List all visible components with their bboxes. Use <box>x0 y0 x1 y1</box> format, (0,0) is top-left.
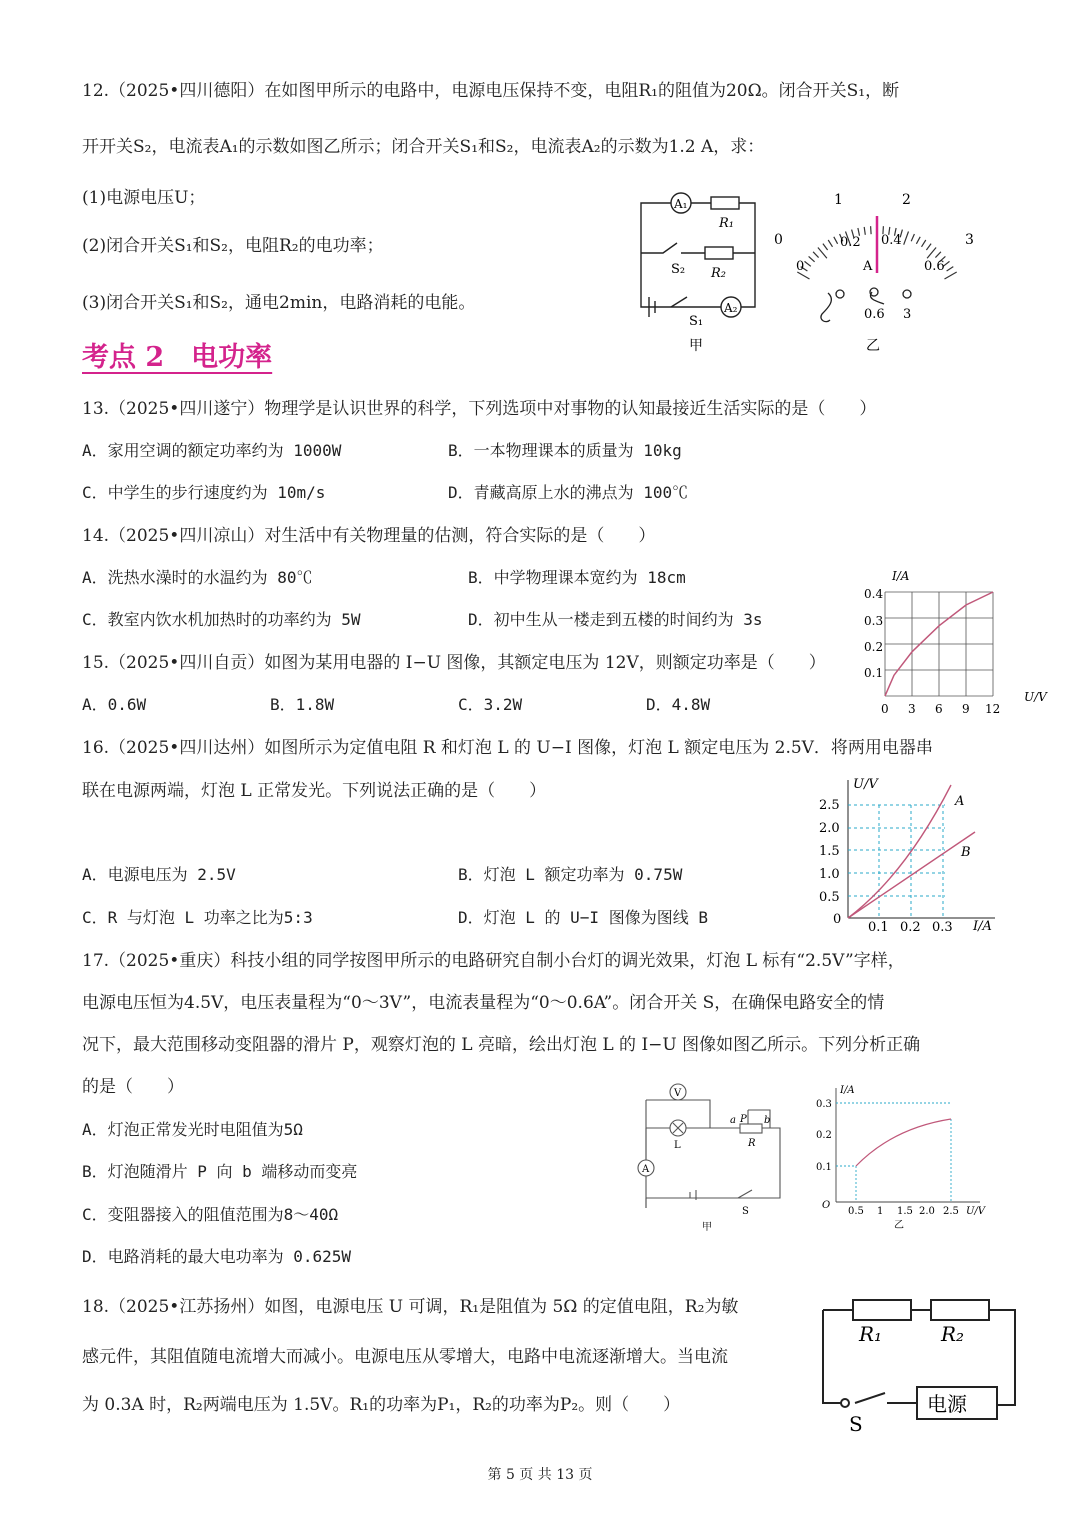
q14-stem: 14.（2025•四川凉山）对生活中有关物理量的估测，符合实际的是（ ） <box>82 526 656 546</box>
q17-option-a: A．灯泡正常发光时电阻值为5Ω <box>82 1120 303 1139</box>
q13-stem: 13.（2025•四川遂宁）物理学是认识世界的科学，下列选项中对事物的认知最接近生活实际的是（ ） <box>82 399 877 419</box>
q17-circuit-figure <box>630 1080 795 1235</box>
q16-ylabel: U/V <box>853 777 878 792</box>
q17-a-label: A <box>642 1164 650 1175</box>
q16-y-tick: 2.0 <box>819 821 840 836</box>
q12-sub1: (1)电源电压U； <box>82 188 206 208</box>
q17-jia-caption: 甲 <box>702 1222 712 1233</box>
q12-line2: 开开关S₂，电流表A₁的示数如图乙所示；闭合开关S₁和S₂，电流表A₂的示数为1.2 A，求： <box>82 137 765 157</box>
q16-ui-graph <box>815 770 1015 940</box>
q18-circuit-figure <box>815 1295 1030 1445</box>
q12-r2-label: R₂ <box>711 266 726 281</box>
q16-y-tick: 1.0 <box>819 867 840 882</box>
q14-option-d: D．初中生从一楼走到五楼的时间约为 3s <box>468 610 763 629</box>
q16-option-b: B．灯泡 L 额定功率为 0.75W <box>458 865 683 884</box>
q16-y-tick: 0.5 <box>819 890 840 905</box>
q12-ammeter-dial <box>770 188 985 358</box>
q12-sub2: (2)闭合开关S₁和S₂，电阻R₂的电功率； <box>82 236 384 256</box>
q16-line-b <box>848 832 975 918</box>
dial-tick <box>871 226 872 234</box>
q16-label-a: A <box>955 794 965 809</box>
q12-dial-unit: A <box>863 259 873 274</box>
q15-y-tick: 0.4 <box>864 587 884 601</box>
dial-tick <box>916 237 920 244</box>
dial-tick <box>947 267 954 271</box>
q16-y-tick: 0 <box>833 912 842 927</box>
q17-y-tick: 0.2 <box>816 1130 832 1141</box>
q12-r1-label: R₁ <box>719 216 734 231</box>
q13-option-a: A．家用空调的额定功率约为 1000W <box>82 441 342 460</box>
q17-s-label: S <box>742 1206 749 1217</box>
q17-line2: 电源电压恒为4.5V，电压表量程为“0～3V”，电流表量程为“0～0.6A”。闭合开关 S，在确保电路安全的情 <box>82 993 885 1013</box>
q17-x-tick: 1.5 <box>897 1206 913 1217</box>
q17-x-tick: 2.5 <box>943 1206 959 1217</box>
dial-tick <box>927 248 936 259</box>
q18-s-label: S <box>849 1412 863 1436</box>
q17-line4: 的是（ ） <box>82 1077 184 1097</box>
dial-tick <box>935 252 941 258</box>
q12-s2-label: S₂ <box>671 262 686 277</box>
q13-option-c: C．中学生的步行速度约为 10m/s <box>82 483 326 502</box>
q16-line-a <box>848 785 951 918</box>
q12-a2-label: A₂ <box>724 301 738 315</box>
q18-r2-label: R₂ <box>941 1322 965 1346</box>
q17-xlabel: U/V <box>966 1206 986 1217</box>
q16-y-tick: 1.5 <box>819 844 840 859</box>
q13-option-d: D．青藏高原上水的沸点为 100℃ <box>448 483 689 502</box>
q17-line1: 17.（2025•重庆）科技小组的同学按图甲所示的电路研究自制小台灯的调光效果，灯泡 L 标有“2.5V”字样， <box>82 951 905 971</box>
q17-r-label: R <box>748 1138 756 1149</box>
q17-end-a: a <box>730 1115 736 1126</box>
q17-option-c: C．变阻器接入的阻值范围为8～40Ω <box>82 1205 339 1224</box>
q15-y-tick: 0.2 <box>864 640 884 654</box>
q17-ylabel: I/A <box>840 1085 855 1096</box>
q12-dial-top1: 1 <box>834 192 843 208</box>
dial-tick <box>805 261 811 266</box>
q15-y-tick: 0.1 <box>864 666 884 680</box>
dial-tick <box>904 232 909 245</box>
q17-option-b: B．灯泡随滑片 P 向 b 端移动而变亮 <box>82 1162 358 1181</box>
q16-xlabel: I/A <box>973 919 992 934</box>
q15-option-d: D．4.8W <box>646 695 711 714</box>
q15-x-tick: 6 <box>935 702 943 716</box>
q18-line3: 为 0.3A 时，R₂两端电压为 1.5V。R₁的功率为P₁，R₂的功率为P₂。则（ ） <box>82 1395 681 1415</box>
q15-x-tick: 0 <box>881 702 889 716</box>
q12-dial-inner02: 0.2 <box>840 235 861 250</box>
q17-iu-graph <box>808 1080 993 1235</box>
q16-option-c: C．R 与灯泡 L 功率之比为5:3 <box>82 908 313 927</box>
q17-yi-caption: 乙 <box>894 1220 904 1231</box>
q15-x-tick: 9 <box>962 702 970 716</box>
q12-dial-top2: 2 <box>902 192 911 208</box>
q15-x-tick: 3 <box>908 702 916 716</box>
q12-sub3: (3)闭合开关S₁和S₂，通电2min，电路消耗的电能。 <box>82 293 476 313</box>
q17-p-label: P <box>740 1114 747 1125</box>
dial-tick <box>834 237 838 244</box>
q15-option-a: A．0.6W <box>82 695 147 714</box>
q17-v-label: V <box>674 1088 682 1099</box>
q15-x-tick: 12 <box>985 702 1001 716</box>
q15-option-c: C．3.2W <box>458 695 523 714</box>
q17-end-b: b <box>764 1115 771 1126</box>
q16-line1: 16.（2025•四川达州）如图所示为定值电阻 R 和灯泡 L 的 U−I 图像，灯泡 L 额定电压为 2.5V．将两用电器串 <box>82 738 933 758</box>
dial-tick <box>864 227 865 235</box>
q16-x-tick: 0.1 <box>868 920 889 935</box>
q16-option-d: D．灯泡 L 的 U−I 图像为图线 B <box>458 908 708 927</box>
q17-y-tick: 0.3 <box>816 1099 832 1110</box>
q12-dial-top0: 0 <box>774 232 783 248</box>
q12-dial-term3: 3 <box>903 307 912 322</box>
dial-tick <box>922 240 926 247</box>
dial-tick <box>926 244 931 250</box>
q13-option-b: B．一本物理课本的质量为 10kg <box>448 441 682 460</box>
q16-x-tick: 0.2 <box>900 920 921 935</box>
dial-tick <box>945 272 957 279</box>
dial-tick <box>828 240 832 247</box>
q17-line3: 况下，最大范围移动变阻器的滑片 P，观察灯泡的 L 亮暗，绘出灯泡 L 的 I−U 图像如图乙所示。下列分析正确 <box>82 1035 921 1055</box>
q14-option-a: A．洗热水澡时的水温约为 80℃ <box>82 568 313 587</box>
q12-dial-inner0: 0 <box>796 259 805 274</box>
q16-x-tick: 0.3 <box>932 920 953 935</box>
q17-x-tick: 0.5 <box>848 1206 864 1217</box>
q15-stem: 15.（2025•四川自贡）如图为某用电器的 I−U 图像，其额定电压为 12V，则额定功率是（ ） <box>82 653 826 673</box>
q15-option-b: B．1.8W <box>270 695 335 714</box>
q16-y-tick: 2.5 <box>819 798 840 813</box>
q16-line2: 联在电源两端，灯泡 L 正常发光。下列说法正确的是（ ） <box>82 781 547 801</box>
q15-xlabel: U/V <box>1024 690 1047 704</box>
q17-l-label: L <box>674 1140 681 1151</box>
q17-origin: O <box>822 1200 831 1211</box>
page-footer: 第 5 页 共 13 页 <box>487 1467 593 1483</box>
q17-y-tick: 0.1 <box>816 1162 832 1173</box>
q12-a1-label: A₁ <box>674 197 688 211</box>
q18-line2: 感元件，其阻值随电流增大而减小。电源电压从零增大，电路中电流逐渐增大。当电流 <box>82 1347 728 1367</box>
q12-yi-caption: 乙 <box>866 338 880 354</box>
q15-iu-graph <box>858 565 1058 725</box>
dial-tick <box>813 252 819 258</box>
q14-option-c: C．教室内饮水机加热时的功率约为 5W <box>82 610 361 629</box>
dial-tick <box>818 248 827 259</box>
q18-r1-label: R₁ <box>859 1322 883 1346</box>
q12-dial-top3: 3 <box>965 232 974 248</box>
section-heading: 考点 2 电功率 <box>82 342 273 373</box>
q17-option-d: D．电路消耗的最大电功率为 0.625W <box>82 1247 352 1266</box>
q12-dial-term06: 0.6 <box>864 307 885 322</box>
dial-tick <box>823 244 828 250</box>
q12-dial-inner06: 0.6 <box>924 259 945 274</box>
q16-label-b: B <box>961 845 971 860</box>
q16-option-a: A．电源电压为 2.5V <box>82 865 236 884</box>
q15-y-tick: 0.3 <box>864 614 884 628</box>
q12-s1-label: S₁ <box>689 314 704 329</box>
q18-line1: 18.（2025•江苏扬州）如图，电源电压 U 可调，R₁是阻值为 5Ω 的定值电阻，R₂为敏 <box>82 1297 739 1317</box>
q17-curve <box>856 1119 951 1166</box>
q17-x-tick: 1 <box>877 1206 884 1217</box>
q18-source-label: 电源 <box>927 1392 967 1416</box>
q15-ylabel: I/A <box>892 569 910 583</box>
q12-line1: 12.（2025•四川德阳）在如图甲所示的电路中，电源电压保持不变，电阻R₁的阻值为20Ω。闭合开关S₁，断 <box>82 81 900 101</box>
q14-option-b: B．中学物理课本宽约为 18cm <box>468 568 686 587</box>
q12-circuit-figure <box>635 185 765 355</box>
dial-tick <box>809 256 815 261</box>
q12-jia-caption: 甲 <box>689 338 703 354</box>
dial-tick <box>911 234 914 241</box>
q17-x-tick: 2.0 <box>919 1206 935 1217</box>
q12-dial-inner04: 0.4 <box>881 233 902 248</box>
